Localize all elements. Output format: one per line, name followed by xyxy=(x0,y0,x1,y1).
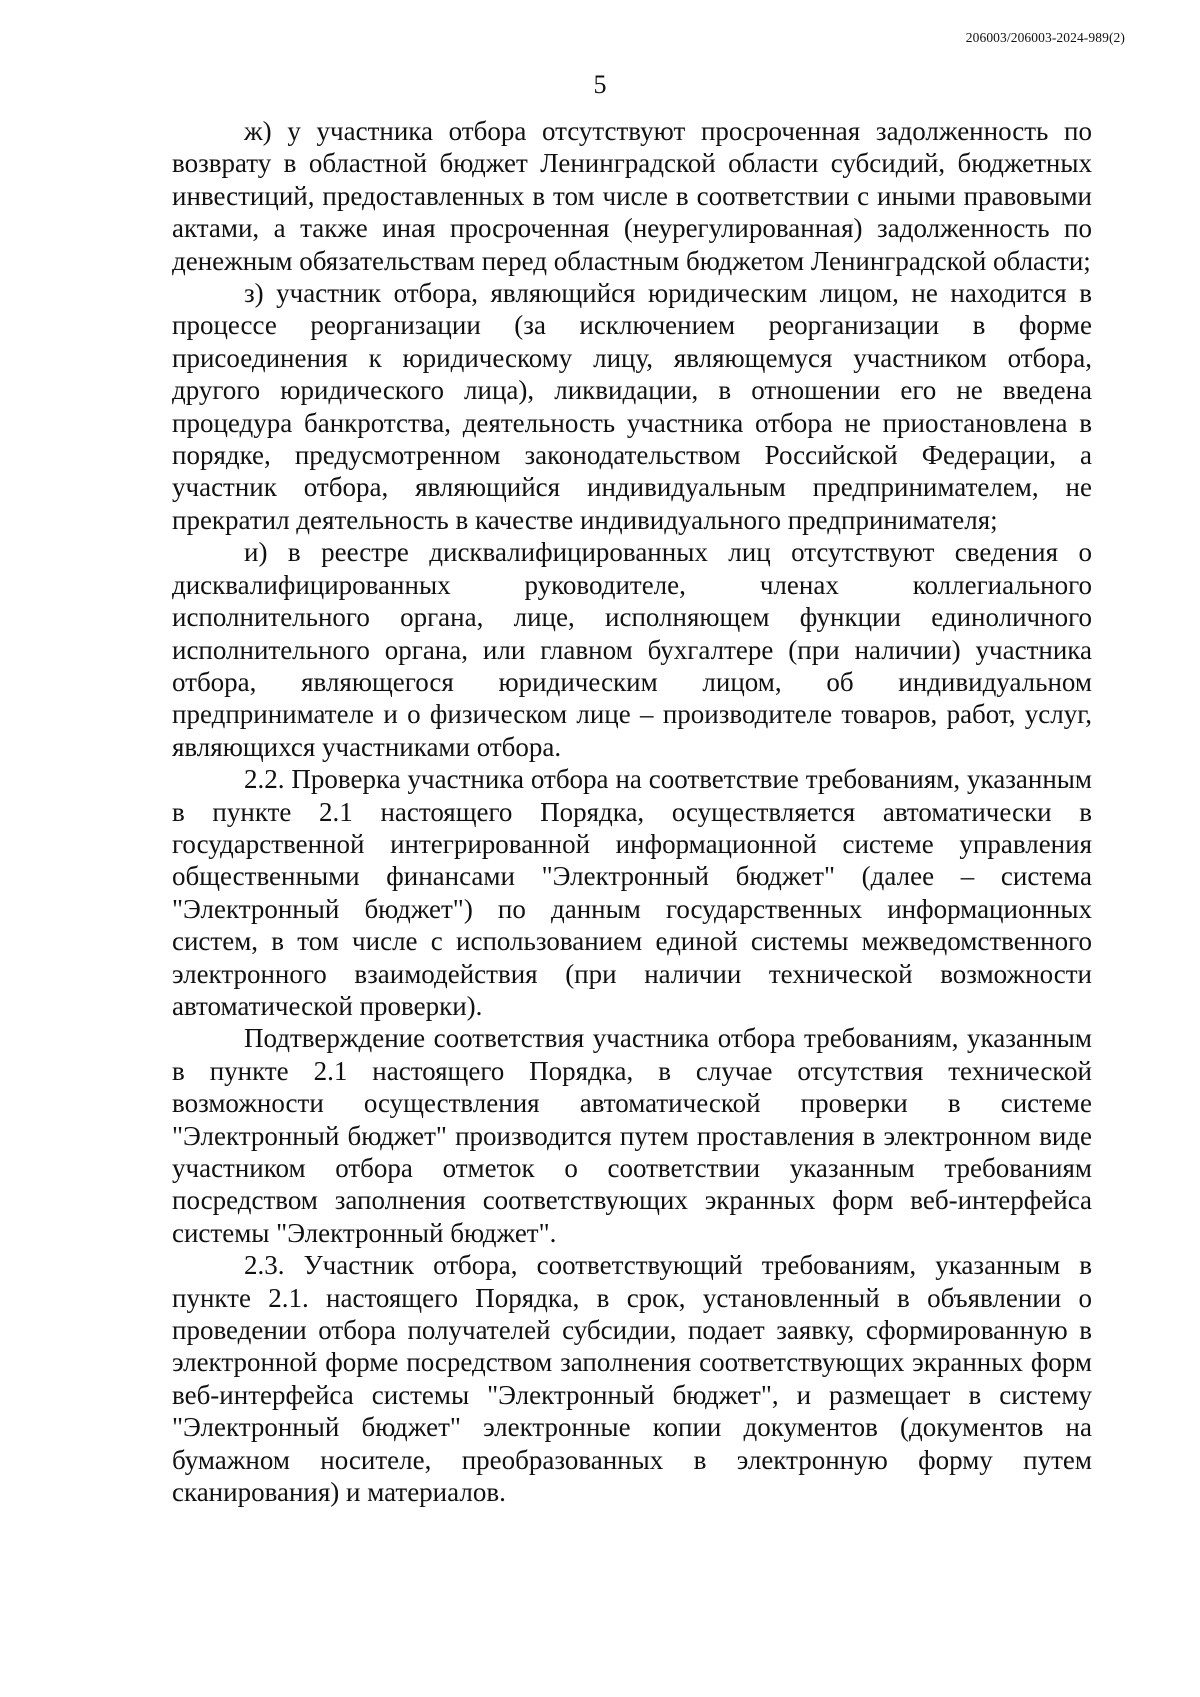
document-id: 206003/206003-2024-989(2) xyxy=(965,30,1125,45)
paragraph-zh: ж) у участника отбора отсутствуют просроченная задолженность по возврату в областной бюджет Ленинградской области субсидий, бюджетных инвестиций, предоставленных в том числе в соответствии с иными правовыми актами, а также иная просроченная (неурегулированная) задолженность по денежным обязательствам перед областным бюджетом Ленинградской области; xyxy=(172,116,1092,276)
paragraph-2-2: 2.2. Проверка участника отбора на соответствие требованиям, указанным в пункте 2.1 настоящего Порядка, осуществляется автоматически в государственной интегрированной информационной системе управления общественными финансами "Электронный бюджет" (далее – система "Электронный бюджет") по данным государственных информационных систем, в том числе с использованием единой системы межведомственного электронного взаимодействия (при наличии технической возможности автоматической проверки). xyxy=(172,764,1092,1021)
paragraph-2-3: 2.3. Участник отбора, соответствующий требованиям, указанным в пункте 2.1. настоящего Порядка, в срок, установленный в объявлении о проведении отбора получателей субсидии, подает заявку, сформированную в электронной форме посредством заполнения соответствующих экранных форм веб-интерфейса системы "Электронный бюджет", и размещает в систему "Электронный бюджет" электронные копии документов (документов на бумажном носителе, преобразованных в электронную форму путем сканирования) и материалов. xyxy=(172,1250,1092,1508)
paragraph-i: и) в реестре дисквалифицированных лиц отсутствуют сведения о дисквалифицированных руководителе, членах коллегиального исполнительного органа, лице, исполняющем функции единоличного исполнительного органа, или главном бухгалтере (при наличии) участника отбора, являющегося юридическим лицом, об индивидуальном предпринимателе и о физическом лице – производителе товаров, работ, услуг, являющихся участниками отбора. xyxy=(172,537,1092,762)
paragraph-confirmation: Подтверждение соответствия участника отбора требованиям, указанным в пункте 2.1 настоящего Порядка, в случае отсутствия технической возможности осуществления автоматической проверки в системе "Электронный бюджет" производится путем проставления в электронном виде участником отбора отметок о соответствии указанным требованиям посредством заполнения соответствующих экранных форм веб-интерфейса системы "Электронный бюджет". xyxy=(172,1023,1092,1248)
paragraph-z: з) участник отбора, являющийся юридическим лицом, не находится в процессе реорганизации (за исключением реорганизации в форме присоединения к юридическому лицу, являющемуся участником отбора, другого юридического лица), ликвидации, в отношении его не введена процедура банкротства, деятельность участника отбора не приостановлена в порядке, предусмотренном законодательством Российской Федерации, а участник отбора, являющийся индивидуальным предпринимателем, не прекратил деятельность в качестве индивидуального предпринимателя; xyxy=(172,278,1092,535)
page-number: 5 xyxy=(593,70,607,99)
document-body xyxy=(172,115,1092,1508)
